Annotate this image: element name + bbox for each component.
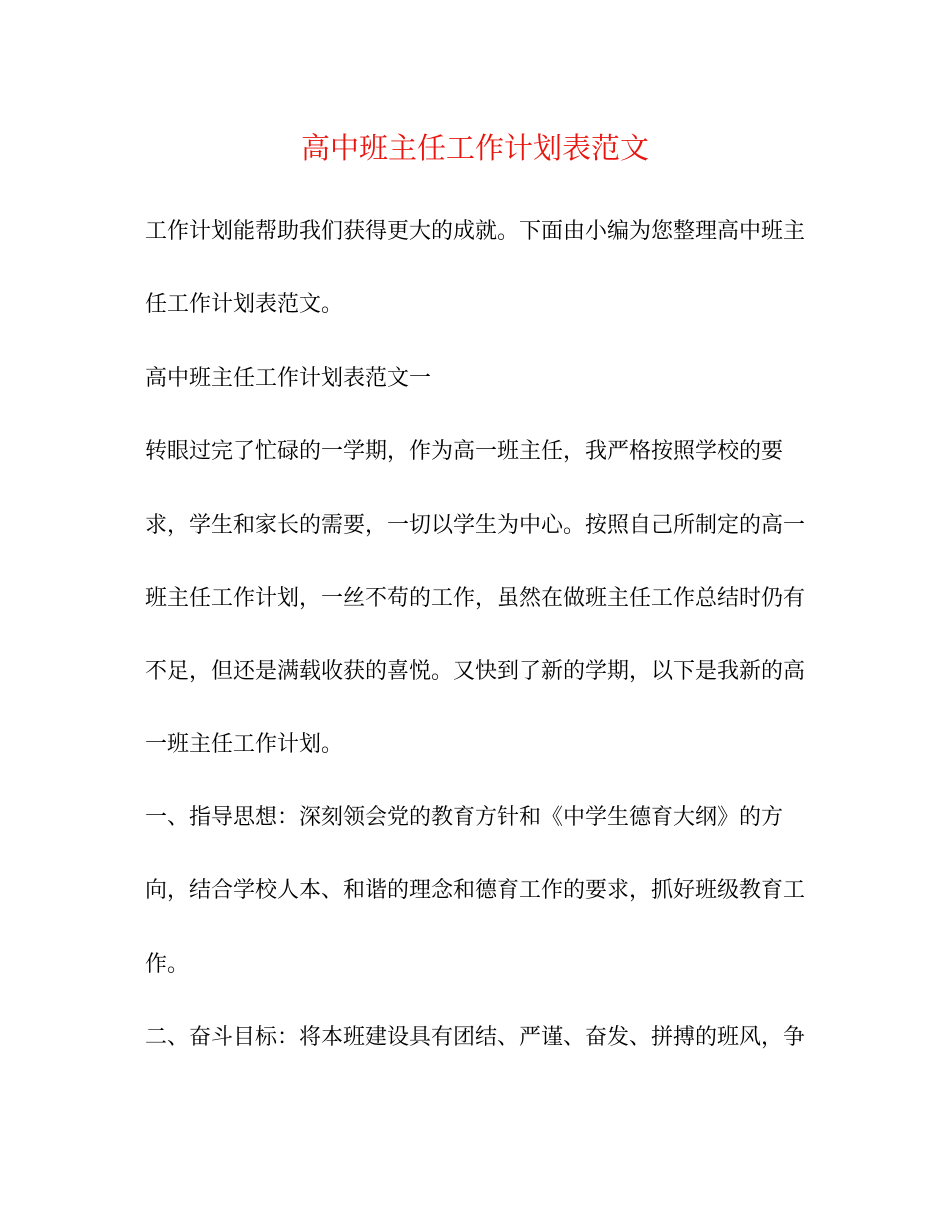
- paragraph-line: 向，结合学校人本、和谐的理念和德育工作的要求，抓好班级教育工: [145, 878, 806, 903]
- section-heading: 高中班主任工作计划表范文一: [145, 366, 432, 391]
- paragraph-line: 一、指导思想：深刻领会党的教育方针和《中学生德育大纲》的方: [145, 805, 784, 830]
- paragraph-line: 作。: [145, 952, 190, 977]
- document-title: 高中班主任工作计划表范文: [300, 131, 649, 165]
- paragraph-line: 求，学生和家长的需要，一切以学生为中心。按照自己所制定的高一: [145, 513, 806, 538]
- paragraph-line: 任工作计划表范文。: [145, 292, 344, 317]
- paragraph-line: 一班主任工作计划。: [145, 732, 344, 757]
- paragraph-line: 二、奋斗目标：将本班建设具有团结、严谨、奋发、拼搏的班风，争: [145, 1025, 806, 1050]
- paragraph-line: 班主任工作计划，一丝不苟的工作，虽然在做班主任工作总结时仍有: [145, 586, 806, 611]
- paragraph-line: 工作计划能帮助我们获得更大的成就。下面由小编为您整理高中班主: [145, 219, 806, 244]
- paragraph-line: 不足，但还是满载收获的喜悦。又快到了新的学期，以下是我新的高: [145, 659, 806, 684]
- paragraph-line: 转眼过完了忙碌的一学期，作为高一班主任，我严格按照学校的要: [145, 439, 784, 464]
